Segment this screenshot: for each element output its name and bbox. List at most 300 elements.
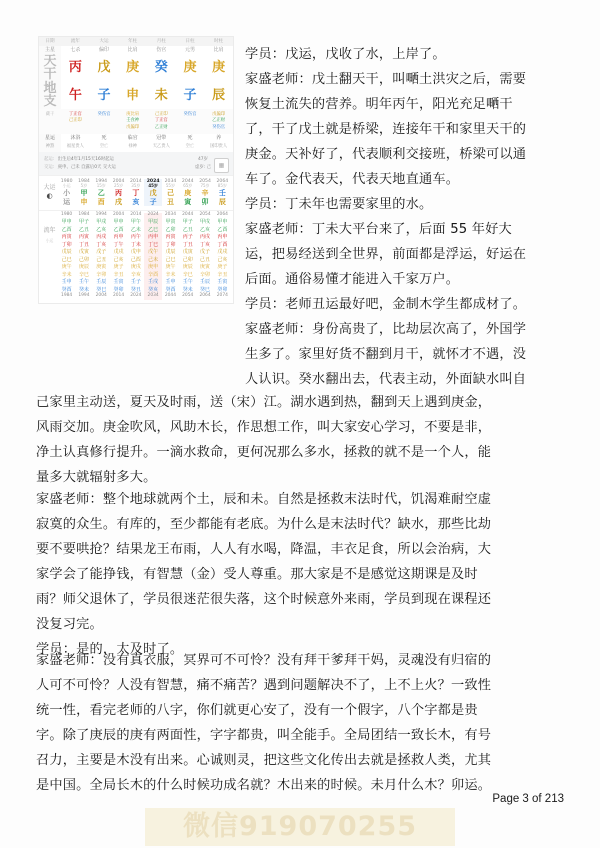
liunian-ganzhi: 癸巳 — [96, 286, 107, 293]
liunian-ganzhi: 丁亥 — [200, 241, 211, 248]
bazi-header-date: 日期 — [39, 37, 61, 46]
text-line: 后面。通俗易懂才能进入千家万户。 — [245, 272, 460, 287]
text-line: 家盛老师：整个地球就两个土，辰和未。自然是拯救末法时代，饥渴难耐空虚 — [36, 492, 492, 507]
bazi-age-block — [195, 156, 211, 171]
liunian-ganzhi: 甲申 — [113, 219, 124, 226]
dayun-year: 1980 — [60, 179, 73, 185]
text-line: 生多了。家里好货不翻到月干，就怀才不遇，没 — [245, 347, 527, 362]
liunian-footer-year: 2054 — [182, 293, 194, 299]
bazi-starstate-cell: 临官 — [127, 134, 138, 141]
dayun-branch: 戌 — [115, 197, 123, 206]
bazi-header-liunian: 流年 — [61, 37, 90, 46]
paragraph-full-1 — [36, 390, 576, 490]
dayun-age: 85岁 — [217, 183, 227, 189]
liunian-ganzhi: 丙寅 — [78, 234, 89, 241]
liunian-ganzhi: 己未 — [148, 256, 159, 263]
dayun-age: 55岁 — [165, 183, 175, 189]
text-line: 要不要哄抢？结果龙王布雨，人人有水喝，降温，丰衣足食，所以会治病，大 — [36, 542, 492, 557]
liunian-ganzhi: 庚辰 — [182, 264, 193, 271]
dayun-age: 45岁 — [148, 183, 158, 189]
dayun-column[interactable] — [110, 179, 127, 206]
liunian-ganzhi: 辛巳 — [182, 271, 193, 278]
liunian-side-label — [41, 213, 58, 300]
liunian-ganzhi: 壬午 — [182, 279, 193, 286]
liunian-ganzhi: 乙亥 — [200, 226, 211, 233]
bazi-heavenstem-cell: 戊 — [97, 60, 111, 76]
liunian-column[interactable] — [58, 213, 75, 300]
text-line: 家盛老师：戊土翻天干，叫嗮土洪灾之后，需要 — [245, 72, 527, 87]
dayun-year: 2064 — [216, 179, 229, 185]
liunian-ganzhi: 丁丑 — [78, 241, 89, 248]
bazi-hiddenstem-cell — [176, 109, 205, 134]
bazi-shensha-cell: 空亡 — [185, 144, 195, 150]
text-line: 统一性，看完老师的八字，你们就更心安了，没有一个假字，八个字都是贵 — [36, 703, 478, 718]
bazi-hiddenstem-cell — [118, 109, 147, 134]
liunian-ganzhi: 辛未 — [61, 271, 72, 278]
liunian-ganzhi: 戊辰 — [61, 249, 72, 256]
bazi-heavenstem-cell: 庚 — [126, 60, 140, 76]
bazi-hiddenstem-cell — [61, 109, 90, 134]
bazi-earthbranch-cell: 未 — [154, 87, 168, 103]
liunian-ganzhi: 丙申 — [217, 234, 228, 241]
bazi-starstate-cell: 沐浴 — [70, 134, 81, 141]
dayun-grid — [58, 179, 231, 206]
liunian-ganzhi: 庚午 — [165, 264, 176, 271]
liunian-ganzhi: 癸酉 — [61, 286, 72, 293]
liunian-footer-year: 2014 — [112, 293, 125, 299]
liunian-ganzhi: 己酉 — [130, 256, 141, 263]
watermark: 微信919070255 — [145, 808, 455, 846]
dayun-branch: 亥 — [132, 197, 140, 206]
liunian-ganzhi: 丁亥 — [96, 241, 107, 248]
liunian-ganzhi: 乙亥 — [96, 226, 107, 233]
bazi-heavenstem-cell: 庚 — [212, 60, 226, 76]
dayun-age: 75岁 — [200, 183, 210, 189]
dayun-column[interactable] — [214, 179, 231, 206]
text-line: 人认识。癸水翻出去，代表主动，外面缺水叫自 — [245, 372, 527, 387]
paragraph-full-3 — [36, 648, 576, 798]
hidden-stem-item: 戊偏印 — [212, 112, 226, 118]
bazi-hiddenstem-cell — [90, 109, 119, 134]
liunian-ganzhi: 丁酉 — [217, 241, 228, 248]
bazi-heavenstem-cell: 癸 — [154, 60, 168, 76]
liunian-column[interactable] — [196, 213, 213, 300]
liunian-ganzhi: 癸丑 — [130, 286, 141, 293]
liunian-ganzhi: 乙未 — [130, 226, 141, 233]
liunian-column[interactable] — [214, 213, 231, 300]
dayun-column[interactable] — [75, 179, 92, 206]
liunian-footer-year: 2074 — [216, 293, 228, 299]
bazi-mainstar-row — [39, 46, 233, 55]
bazi-mainstar-cell: 七杀 — [70, 47, 81, 54]
dayun-branch: 酉 — [97, 197, 105, 206]
hidden-stem-item: 乙正财 — [154, 124, 168, 130]
bazi-shensha-cell: 空亡 — [99, 144, 109, 150]
text-line: 恢复土流失的营养。明年丙午，阳光充足嗮干 — [245, 97, 513, 112]
bazi-shensha-cell: 福星贵人 — [66, 144, 84, 150]
liunian-column[interactable] — [179, 213, 196, 300]
liunian-ganzhi: 癸卯 — [113, 286, 124, 293]
text-line: 家学会了能挣钱，有智慧（金）受人尊重。那大家是不是感觉这期课是及时 — [36, 567, 478, 582]
hidden-stem-item: 壬食神 — [126, 118, 140, 124]
bazi-qiyun-label: 起运: — [44, 156, 55, 162]
calendar-icon[interactable]: ▦ — [214, 158, 229, 173]
bazi-header-day-pillar: 日柱 — [176, 37, 205, 46]
liunian-ganzhi: 丁巳 — [148, 241, 159, 248]
dayun-age: 25岁 — [113, 183, 124, 189]
liunian-ganzhi: 甲子 — [78, 219, 89, 226]
hidden-stem-item: 乙正财 — [212, 118, 226, 124]
liunian-ganzhi: 甲申 — [61, 219, 72, 226]
dayun-column[interactable] — [162, 179, 179, 206]
dayun-age: 15岁 — [96, 183, 106, 189]
liunian-ganzhi: 乙酉 — [217, 226, 228, 233]
bazi-qiyun-text: 出生后4年1月15天16时起运 — [57, 156, 114, 162]
text-line: 寂寞的众生。有库的，至少都能有老底。为什么是末法时代？缺水，那些比劫 — [36, 517, 492, 532]
liunian-year: 2004 — [112, 212, 125, 218]
text-line: 人可不可怜？人没有智慧，痛不痛苦？遇到问题解决不了，上不上火？一致性 — [36, 678, 492, 693]
liunian-ganzhi: 庚子 — [113, 264, 124, 271]
text-line: 庚金。天补好了，代表顺利交接班，桥梁可以通 — [245, 147, 527, 162]
dayun-year: 2004 — [112, 179, 125, 185]
bazi-hiddenstem-row — [39, 109, 233, 134]
text-line: 学员：丁未年也需要家里的水。 — [245, 197, 433, 212]
liunian-ganzhi: 己亥 — [217, 256, 228, 263]
liunian-label-text: 流年 — [43, 227, 56, 235]
text-line: 风雨交加。庚金吹风，风助木长，作思想工作，叫大家安心学习，不要是非， — [36, 420, 492, 435]
liunian-ganzhi: 癸巳 — [200, 286, 211, 293]
liunian-year: 2014 — [130, 212, 142, 218]
liunian-ganzhi: 戊戌 — [217, 249, 228, 256]
liunian-column-selected[interactable] — [144, 213, 161, 300]
text-line: 家盛老师：丁未大平台来了，后面 55 年好大 — [245, 222, 512, 237]
liunian-ganzhi: 庚辰 — [78, 264, 89, 271]
liunian-ganzhi: 癸卯 — [217, 286, 228, 293]
liunian-ganzhi: 丙申 — [113, 234, 124, 241]
dayun-column[interactable] — [58, 179, 75, 206]
bazi-age-top: 47岁 — [197, 156, 208, 162]
liunian-year: 1994 — [95, 212, 107, 218]
liunian-ganzhi: 甲子 — [182, 219, 193, 226]
hidden-stem-item: 癸伤官 — [183, 112, 197, 118]
dayun-age: 65岁 — [183, 183, 193, 189]
bazi-shensha-cell: 国印贵人 — [210, 144, 228, 150]
bazi-earthbranch-cell: 午 — [68, 87, 82, 103]
dayun-stem: 丙 — [115, 188, 123, 197]
liunian-year: 2044 — [182, 212, 194, 218]
liunian-ganzhi: 乙酉 — [113, 226, 124, 233]
dayun-stem: 丁 — [132, 188, 140, 197]
text-line: 学员：戊运，戊收了水，上岸了。 — [245, 47, 446, 62]
bazi-starstate-row — [39, 134, 233, 144]
liunian-ganzhi: 乙卯 — [165, 226, 176, 233]
liunian-ganzhi: 辛未 — [165, 271, 176, 278]
bazi-hiddenstem-cell — [204, 109, 233, 134]
liunian-ganzhi: 丁丑 — [182, 241, 193, 248]
liunian-sub-label: 小运 — [45, 238, 54, 244]
bazi-earthbranch-cell: 子 — [183, 87, 197, 103]
liunian-ganzhi: 丙寅 — [165, 234, 176, 241]
liunian-ganzhi: 辛亥 — [130, 271, 141, 278]
liunian-year: 1984 — [78, 212, 90, 218]
text-line: 字。除了庚辰的庚有两面性，字字都贵，叫全能手。全局团结一致长木，有号 — [36, 728, 492, 743]
bazi-mainstar-cell: 伤官 — [156, 47, 167, 54]
bazi-earthbranch-label: 地支 — [39, 82, 61, 109]
bazi-heavenstem-row — [39, 55, 233, 82]
liunian-ganzhi: 辛酉 — [148, 271, 159, 278]
liunian-ganzhi: 壬寅 — [217, 279, 228, 286]
liunian-ganzhi: 癸未 — [182, 286, 193, 293]
dayun-stem: 辛 — [201, 188, 209, 197]
bazi-header-month-pillar: 月柱 — [147, 37, 176, 46]
hidden-stem-item: 癸伤官 — [212, 124, 226, 130]
bazi-mainstar-cell: 元男 — [184, 47, 195, 54]
liunian-ganzhi: 癸酉 — [165, 286, 176, 293]
bazi-starstate-cell: 死 — [187, 134, 193, 141]
text-line: 学员：是的，太及时了。 — [36, 642, 184, 657]
dayun-column-selected[interactable] — [144, 179, 161, 206]
dayun-stem: 庚 — [184, 188, 192, 197]
bazi-shensha-row — [39, 143, 233, 152]
liunian-ganzhi: 癸未 — [78, 286, 89, 293]
hidden-stem-item: 戊偏印 — [126, 124, 140, 130]
liunian-ganzhi: 己巳 — [61, 256, 72, 263]
bazi-earthbranch-cell: 申 — [126, 87, 140, 103]
liunian-ganzhi: 庚寅 — [96, 264, 107, 271]
liunian-ganzhi: 丁未 — [130, 241, 141, 248]
liunian-ganzhi: 乙酉 — [61, 226, 72, 233]
liunian-ganzhi: 戊戌 — [113, 249, 124, 256]
liunian-ganzhi: 戊子 — [200, 249, 211, 256]
liunian-grid — [58, 213, 231, 300]
liunian-ganzhi: 乙巳 — [148, 226, 159, 233]
dayun-year: 2054 — [199, 179, 211, 185]
liunian-year: 1980 — [61, 212, 73, 218]
liunian-ganzhi: 戊子 — [96, 249, 107, 256]
liunian-ganzhi: 辛卯 — [200, 271, 211, 278]
liunian-ganzhi: 壬申 — [61, 279, 72, 286]
hidden-stem-item: 丁正官 — [68, 112, 82, 118]
dayun-year: 2014 — [129, 179, 142, 185]
liunian-year: 2024 — [147, 212, 159, 218]
dayun-stem: 壬 — [218, 188, 226, 197]
hidden-stem-item: 丁正官 — [154, 118, 168, 124]
liunian-footer-year: 1984 — [61, 293, 73, 299]
dayun-column[interactable] — [179, 179, 196, 206]
bazi-mainstar-label: 主星 — [39, 46, 61, 55]
liunian-ganzhi: 壬子 — [130, 279, 141, 286]
liunian-ganzhi: 戊辰 — [165, 249, 176, 256]
dayun-column[interactable] — [93, 179, 110, 206]
dayun-branch: 申 — [80, 197, 88, 206]
liunian-ganzhi: 壬寅 — [113, 279, 124, 286]
text-line: 雨？师父退休了，学员很迷茫很失落，这个时候意外来雨，学员到现在课程还 — [36, 592, 492, 607]
dayun-age: 35岁 — [131, 183, 141, 189]
liunian-ganzhi: 己巳 — [165, 256, 176, 263]
hidden-stem-item: 己正印 — [154, 112, 168, 118]
liunian-ganzhi: 戊寅 — [78, 249, 89, 256]
dayun-age: 小运 — [62, 183, 71, 189]
hidden-stem-item: 癸伤官 — [97, 112, 111, 118]
bazi-starstate-cell: 死 — [101, 134, 107, 141]
liunian-ganzhi: 辛丑 — [113, 271, 124, 278]
dayun-branch: 运 — [63, 197, 71, 206]
text-line: 运，把易经送到全世界，前面都是浮运，好运在 — [245, 247, 527, 262]
liunian-ganzhi: 甲申 — [217, 219, 228, 226]
bazi-liunian-section[interactable] — [39, 210, 233, 303]
text-line: 学员：老师丑运最好吧，金制木学生都成材了。 — [245, 297, 527, 312]
bazi-chart[interactable] — [38, 36, 234, 304]
liunian-ganzhi: 戊申 — [130, 249, 141, 256]
liunian-ganzhi: 己丑 — [96, 256, 107, 263]
liunian-footer-year: 1994 — [78, 293, 90, 299]
text-line: 量多大就辐射多大。 — [36, 470, 157, 485]
text-line: 车了。金代表天，代表天地直通车。 — [245, 172, 460, 187]
liunian-ganzhi: 庚午 — [61, 264, 72, 271]
liunian-ganzhi: 丁卯 — [165, 241, 176, 248]
bazi-mainstar-cell: 偏印 — [98, 47, 109, 54]
liunian-footer-year: 2034 — [147, 293, 159, 299]
bazi-hiddenstem-label: 藏干 — [39, 109, 61, 134]
liunian-ganzhi: 丙申 — [148, 234, 159, 241]
dayun-year: 2034 — [164, 179, 177, 185]
liunian-ganzhi: 丙戌 — [200, 234, 211, 241]
bazi-header-row — [39, 37, 233, 46]
dayun-branch: 寅 — [184, 197, 192, 206]
liunian-ganzhi: 己亥 — [113, 256, 124, 263]
liunian-ganzhi: 庚寅 — [200, 264, 211, 271]
liunian-ganzhi: 辛巳 — [78, 271, 89, 278]
liunian-ganzhi: 庚戌 — [130, 264, 141, 271]
liunian-column[interactable] — [110, 213, 127, 300]
moon-icon[interactable]: ◐ — [46, 192, 53, 201]
liunian-footer-year: 2044 — [164, 293, 177, 299]
bazi-pillars-table — [39, 37, 233, 152]
liunian-year: 2034 — [164, 212, 177, 218]
dayun-stem: 己 — [166, 188, 174, 197]
text-line: 了，干了戊土就是桥梁，连接年干和家里天干的 — [245, 122, 527, 137]
paragraph-right-2 — [245, 192, 575, 292]
liunian-ganzhi: 甲戌 — [96, 219, 107, 226]
liunian-ganzhi: 壬辰 — [96, 279, 107, 286]
liunian-ganzhi: 辛丑 — [217, 271, 228, 278]
bazi-heavenstem-label: 天干 — [39, 55, 61, 82]
liunian-footer-year: 2024 — [130, 293, 142, 299]
bazi-jiaoyun-text: 庚申、己未 自露后0天 交大运 — [57, 164, 116, 170]
paragraph-full-2 — [36, 487, 576, 662]
bazi-earthbranch-cell: 子 — [97, 87, 111, 103]
bazi-mainstar-cell: 比肩 — [213, 47, 224, 54]
bazi-heavenstem-cell: 丙 — [68, 60, 82, 76]
dayun-branch: 子 — [149, 197, 157, 206]
dayun-column[interactable] — [127, 179, 144, 206]
text-line: 召力，主要是木没有出来。心诚则灵，把这些文化传出去就是拯救人类，尤其 — [36, 753, 492, 768]
liunian-ganzhi: 戊午 — [148, 249, 159, 256]
bazi-header-year-pillar: 年柱 — [118, 37, 147, 46]
liunian-ganzhi: 庚申 — [148, 264, 159, 271]
liunian-ganzhi: 丙子 — [182, 234, 193, 241]
bazi-jiaoyun-label: 交运: — [44, 164, 55, 170]
bazi-header-dayun: 大运 — [90, 37, 119, 46]
bazi-earthbranch-cell: 辰 — [212, 87, 226, 103]
dayun-branch: 辰 — [218, 197, 226, 206]
bazi-starstate-label: 星运 — [39, 134, 61, 144]
dayun-side-label — [41, 184, 58, 202]
dayun-year: 2024 — [146, 179, 160, 185]
bazi-dayun-section[interactable] — [39, 175, 233, 210]
liunian-ganzhi: 丙寅 — [61, 234, 72, 241]
liunian-year: 2064 — [216, 212, 228, 218]
liunian-ganzhi: 己卯 — [182, 256, 193, 263]
liunian-ganzhi: 丙午 — [130, 234, 141, 241]
liunian-ganzhi: 甲辰 — [148, 219, 159, 226]
text-line: 己家里主动送，夏天及时雨，送（宋）江。湖水遇到热，翻到天上遇到庚金， — [36, 395, 492, 410]
liunian-footer-year: 2064 — [199, 293, 211, 299]
bazi-age-bottom: 虚岁: 己 — [194, 164, 211, 170]
bazi-heavenstem-cell: 庚 — [183, 60, 197, 76]
paragraph-right-1 — [245, 42, 575, 192]
liunian-ganzhi: 壬午 — [78, 279, 89, 286]
page-number: Page 3 of 213 — [492, 793, 564, 805]
dayun-age: 5岁 — [80, 183, 88, 189]
hidden-stem-item: 庚比肩 — [126, 112, 140, 118]
liunian-ganzhi: 甲午 — [130, 219, 141, 226]
text-line: 是中国。全局长木的什么时候功成名就？木出来的时候。未月什么木？卯运。 — [36, 778, 492, 793]
text-line: 家盛老师：身份高贵了，比劫层次高了，外国学 — [245, 322, 527, 337]
bazi-earthbranch-row — [39, 82, 233, 109]
dayun-stem: 乙 — [97, 188, 105, 197]
hidden-stem-item: 己正印 — [68, 118, 82, 124]
liunian-ganzhi: 丁卯 — [61, 241, 72, 248]
bazi-shensha-label: 神煞 — [39, 143, 61, 152]
dayun-label-text: 大运 — [43, 184, 56, 192]
paragraph-right-3 — [245, 292, 575, 392]
liunian-ganzhi: 壬辰 — [200, 279, 211, 286]
dayun-branch: 丑 — [166, 197, 174, 206]
liunian-ganzhi: 甲戌 — [200, 219, 211, 226]
bazi-starstate-cell: 养 — [216, 134, 222, 141]
liunian-footer-year: 2004 — [95, 293, 107, 299]
liunian-ganzhi: 庚子 — [217, 264, 228, 271]
liunian-column[interactable] — [93, 213, 110, 300]
bazi-header-hour-pillar: 时柱 — [204, 37, 233, 46]
bazi-shensha-cell: 禄神 — [128, 144, 137, 150]
dayun-column[interactable] — [196, 179, 213, 206]
liunian-column[interactable] — [75, 213, 92, 300]
liunian-ganzhi: 壬戌 — [148, 279, 159, 286]
dayun-stem: 戊 — [149, 188, 157, 197]
bazi-shensha-cell: 天乙贵人 — [152, 144, 170, 150]
dayun-branch: 卯 — [201, 197, 209, 206]
liunian-column[interactable] — [127, 213, 144, 300]
bazi-hiddenstem-cell — [147, 109, 176, 134]
liunian-ganzhi: 戊寅 — [182, 249, 193, 256]
liunian-ganzhi: 癸亥 — [148, 286, 159, 293]
text-line: 净土认真修行提升。一滴水救命，更何况那么多水，拯救的就不是一个人，能 — [36, 445, 492, 460]
liunian-column[interactable] — [162, 213, 179, 300]
dayun-stem: 甲 — [80, 188, 88, 197]
text-line: 没复习完。 — [36, 617, 103, 632]
liunian-ganzhi: 甲寅 — [165, 219, 176, 226]
dayun-year: 1994 — [95, 179, 108, 185]
liunian-ganzhi: 丙戌 — [96, 234, 107, 241]
liunian-ganzhi: 己卯 — [78, 256, 89, 263]
liunian-ganzhi: 乙丑 — [182, 226, 193, 233]
liunian-year: 2054 — [199, 212, 211, 218]
dayun-year: 2044 — [181, 179, 194, 185]
bazi-mainstar-cell: 比肩 — [127, 47, 138, 54]
text-line: 家盛老师：没有真衣服，冥界可不可怜？没有拜干爹拜干妈，灵魂没有归宿的 — [36, 653, 492, 668]
